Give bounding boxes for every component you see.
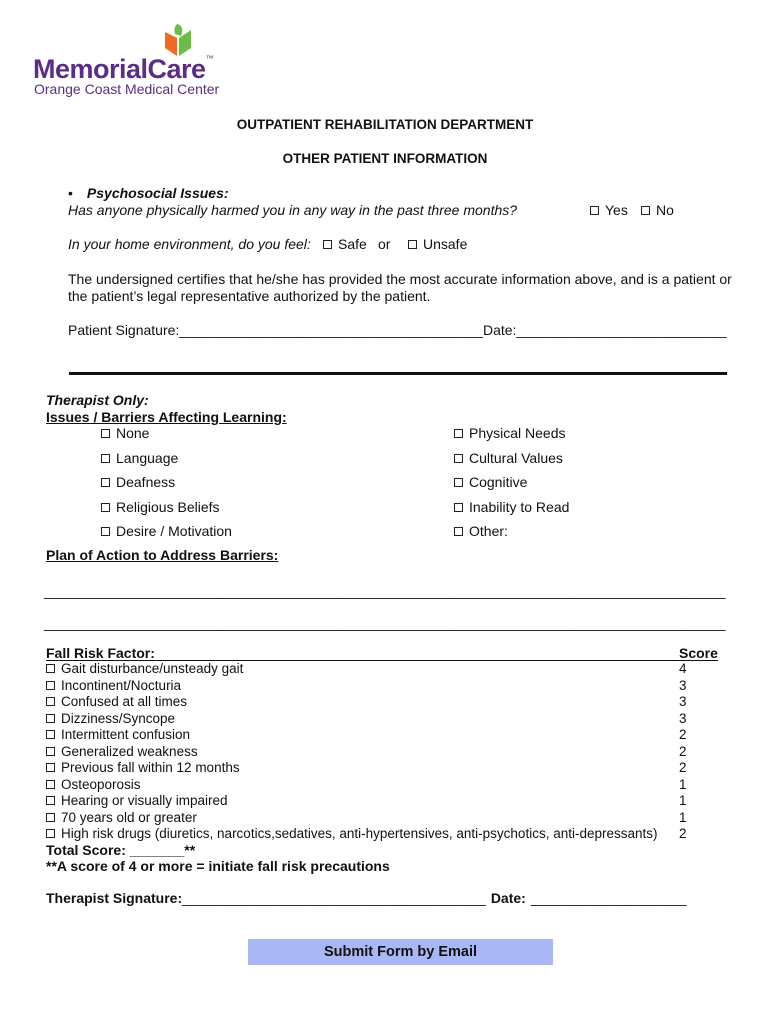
submit-form-button[interactable]: Submit Form by Email [248, 939, 553, 965]
section-divider [69, 372, 727, 375]
fall-risk-score: 1 [679, 793, 687, 808]
fall-risk-item[interactable] [46, 711, 175, 726]
barrier-option[interactable] [101, 425, 149, 441]
barrier-option[interactable] [101, 474, 175, 490]
plan-line-1[interactable]: ___________________________________________________________________________________________ [44, 583, 726, 599]
barrier-checkbox[interactable] [454, 454, 463, 463]
bullet: • [68, 185, 73, 201]
patient-signature-field[interactable]: _______________________________________ [179, 322, 483, 338]
logo [33, 22, 233, 102]
fall-risk-checkbox[interactable] [46, 697, 55, 706]
barrier-checkbox[interactable] [101, 454, 110, 463]
fall-risk-label: Confused at all times [61, 694, 188, 709]
fall-risk-item[interactable] [46, 826, 658, 841]
fall-risk-checkbox[interactable] [46, 796, 55, 805]
barrier-option[interactable] [101, 499, 220, 515]
form-title: OTHER PATIENT INFORMATION [282, 151, 488, 166]
fall-risk-score: 1 [679, 777, 687, 792]
barriers-heading: Issues / Barriers Affecting Learning: [46, 409, 287, 425]
barrier-label: Desire / Motivation [116, 523, 232, 539]
score-heading: Score [679, 645, 718, 661]
fall-risk-checkbox[interactable] [46, 829, 55, 838]
fall-risk-checkbox[interactable] [46, 763, 55, 772]
harmed-yes-option[interactable] [590, 202, 628, 218]
barrier-label: Deafness [116, 474, 176, 490]
or-label: or [378, 236, 391, 252]
fall-risk-checkbox[interactable] [46, 813, 55, 822]
fall-risk-score: 3 [679, 678, 687, 693]
fall-risk-score: 2 [679, 760, 687, 775]
fall-risk-item[interactable] [46, 793, 228, 808]
fall-risk-item[interactable] [46, 694, 187, 709]
therapist-date-field[interactable]: ____________________ [530, 890, 687, 906]
home-unsafe-option[interactable] [408, 236, 467, 252]
fall-risk-checkbox[interactable] [46, 780, 55, 789]
fall-risk-score: 3 [679, 694, 687, 709]
fall-risk-label: High risk drugs (diuretics, narcotics,sedatives, anti-hypertensives, anti-psychotics, anti-depressants) [61, 826, 658, 841]
barrier-option[interactable] [454, 523, 508, 539]
fall-risk-label: Gait disturbance/unsteady gait [61, 661, 244, 676]
barrier-checkbox[interactable] [454, 478, 463, 487]
barrier-option[interactable] [454, 474, 527, 490]
fall-risk-label: Osteoporosis [61, 777, 141, 792]
barrier-checkbox[interactable] [101, 429, 110, 438]
barrier-label: Inability to Read [469, 499, 570, 515]
home-safe-option[interactable] [323, 236, 367, 252]
fall-risk-item[interactable] [46, 727, 190, 742]
fall-risk-label: Hearing or visually impaired [61, 793, 228, 808]
barrier-label: Language [116, 450, 179, 466]
safe-label: Safe [338, 236, 367, 252]
fall-risk-checkbox[interactable] [46, 681, 55, 690]
fall-risk-item[interactable] [46, 810, 197, 825]
certification-line-2: the patient’s legal representative authorized by the patient. [68, 288, 431, 304]
fall-risk-score: 3 [679, 711, 687, 726]
fall-risk-score: 4 [679, 661, 687, 676]
fall-risk-label: Dizziness/Syncope [61, 711, 176, 726]
harmed-no-option[interactable] [641, 202, 674, 218]
barrier-checkbox[interactable] [101, 527, 110, 536]
plan-heading: Plan of Action to Address Barriers: [46, 547, 279, 563]
therapist-date-label: Date: [490, 890, 526, 906]
no-label: No [656, 202, 674, 218]
checkbox-safe[interactable] [323, 240, 332, 249]
plan-line-2[interactable]: ___________________________________________________________________________________________ [44, 615, 726, 631]
fall-risk-item[interactable] [46, 678, 181, 693]
barrier-option[interactable] [101, 450, 178, 466]
total-score: Total Score: _______** [46, 842, 196, 858]
barrier-checkbox[interactable] [101, 503, 110, 512]
fall-risk-score: 2 [679, 744, 687, 759]
barrier-option[interactable] [454, 499, 569, 515]
fall-risk-label: Intermittent confusion [61, 727, 191, 742]
barrier-label: Cultural Values [469, 450, 563, 466]
therapist-signature-row [46, 890, 687, 906]
leaf-logo-icon [161, 22, 195, 58]
question-harmed: Has anyone physically harmed you in any way in the past three months? [68, 202, 518, 218]
logo-trademark: ™ [205, 54, 214, 63]
therapist-only-heading: Therapist Only: [46, 392, 149, 408]
therapist-signature-label: Therapist Signature: [46, 890, 183, 906]
patient-date-field[interactable]: ___________________________ [516, 322, 727, 338]
certification-line-1: The undersigned certifies that he/she has provided the most accurate information above, and is a patient or [68, 271, 732, 287]
fall-risk-score: 1 [679, 810, 687, 825]
barrier-label: Religious Beliefs [116, 499, 220, 515]
barrier-label: Cognitive [469, 474, 528, 490]
department-title: OUTPATIENT REHABILITATION DEPARTMENT [236, 117, 534, 132]
fall-risk-item[interactable] [46, 760, 240, 775]
barrier-option[interactable] [454, 450, 563, 466]
barrier-checkbox[interactable] [454, 527, 463, 536]
logo-name: MemorialCare [33, 54, 206, 84]
fall-risk-item[interactable] [46, 777, 141, 792]
barrier-checkbox[interactable] [454, 429, 463, 438]
barrier-label: Other: [469, 523, 508, 539]
fall-risk-checkbox[interactable] [46, 714, 55, 723]
barrier-option[interactable] [454, 425, 566, 441]
barrier-checkbox[interactable] [101, 478, 110, 487]
logo-subtitle: Orange Coast Medical Center [34, 81, 220, 97]
patient-signature-row [68, 322, 727, 338]
checkbox-no[interactable] [641, 206, 650, 215]
fall-risk-checkbox[interactable] [46, 747, 55, 756]
fall-risk-item[interactable] [46, 744, 198, 759]
unsafe-label: Unsafe [423, 236, 468, 252]
fall-risk-score: 2 [679, 727, 687, 742]
psychosocial-label: Psychosocial Issues: [86, 185, 229, 201]
barrier-label: Physical Needs [469, 425, 566, 441]
fall-risk-label: Generalized weakness [61, 744, 198, 759]
fall-risk-item[interactable] [46, 661, 243, 676]
patient-signature-label: Patient Signature: [68, 322, 180, 338]
fall-risk-checkbox[interactable] [46, 730, 55, 739]
fall-risk-label: 70 years old or greater [61, 810, 197, 825]
checkbox-yes[interactable] [590, 206, 599, 215]
therapist-signature-field[interactable]: _______________________________________ [182, 890, 486, 906]
fall-risk-checkbox[interactable] [46, 664, 55, 673]
fall-risk-note: **A score of 4 or more = initiate fall risk precautions [46, 858, 390, 874]
psychosocial-heading [68, 185, 229, 201]
checkbox-unsafe[interactable] [408, 240, 417, 249]
barrier-option[interactable] [101, 523, 232, 539]
yes-label: Yes [605, 202, 628, 218]
barrier-checkbox[interactable] [454, 503, 463, 512]
fall-risk-score: 2 [679, 826, 687, 841]
patient-date-label: Date: [482, 322, 517, 338]
fall-risk-label: Incontinent/Nocturia [61, 678, 182, 693]
fall-risk-label: Previous fall within 12 months [61, 760, 240, 775]
question-home: In your home environment, do you feel: [68, 236, 311, 252]
barrier-label: None [116, 425, 150, 441]
fall-risk-heading: Fall Risk Factor: [46, 645, 155, 661]
